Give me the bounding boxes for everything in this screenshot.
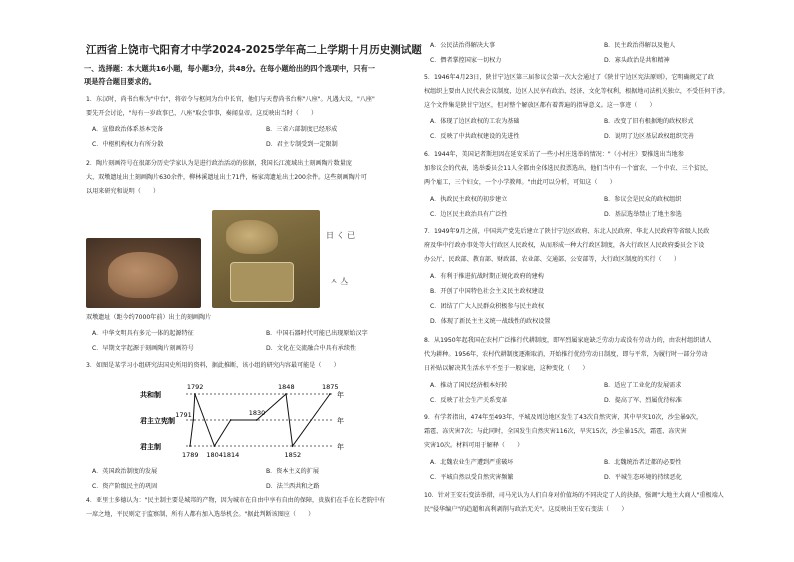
glyph-row: 日 く 已 (326, 231, 356, 240)
q9-line: 霜雹、冻灾害7次；与此同时，全国发生自然灾害116次，旱灾15次，沙尘暴15次，霜雹、冻灾害 (424, 428, 687, 435)
regime-point (230, 419, 232, 421)
y-category-label: 君主立宪制 (140, 417, 175, 425)
year-tick-label: 1804 (206, 451, 223, 459)
q3-option-d[interactable]: D．法兰西共和之路 (266, 483, 320, 490)
q7-option-b[interactable]: B．开创了中国特色社会主义民主政权建设 (430, 288, 544, 295)
q2-option-c[interactable]: C．早期文字起源于刻画陶片刻画符号 (92, 345, 194, 352)
q8-option-a[interactable]: A．推动了国民经济根本好转 (430, 382, 508, 389)
y-category-label: 君主制 (140, 443, 161, 451)
q1-option-d[interactable]: D．君主专制受到一定限制 (266, 141, 338, 148)
year-tick-label: 1875 (322, 383, 339, 391)
q5-option-a[interactable]: A．体现了边区政权的工农为基础 (430, 118, 520, 125)
q4-option-b[interactable]: B．民主政治得解以及他人 (604, 42, 676, 49)
q3-line: 3．如图是某学习小组研究法国史所用的资料，据此推断，该小组的研究内容最可能是（ ） (86, 362, 340, 369)
left-column (78, 0, 450, 562)
regime-point (189, 445, 191, 447)
q1-line: 要先开会讨论，"每有一岁政事已，八座"取会事事，奏闻皇帝。这反映出当时（ ） (86, 110, 318, 117)
q6-option-d[interactable]: D．基层选举禁止了地主参选 (604, 211, 682, 218)
year-tick-label: 1848 (278, 383, 295, 391)
q2-line: 2．陶片刻画符号在很部分历史学家认为是进行政治活动的依据，我国长江流域出土刻画陶片数量庞 (86, 160, 352, 167)
q4-option-d[interactable]: D．寡头政治是共和精神 (604, 57, 670, 64)
q5-line: 这个文件集是陕甘宁边区，但对整个解放区都有着普遍的指导意义。这一事迹（ ） (424, 102, 656, 109)
year-tick-label: 1789 (182, 451, 199, 459)
regime-point (329, 393, 331, 395)
q7-option-a[interactable]: A．有利于推进抗战时期正规化政府的建构 (430, 273, 544, 280)
q1-line: 1．东汉时，尚书台称为"中台"，将帝令与枢问为台中长官，他们与天曹尚书台称"八座"。凡遇大议，"八座" (86, 96, 375, 103)
regime-chart (140, 382, 344, 462)
q2-line: 大，双墩遗址出土刻画陶片630余件，柳林溪遗址出土71件，杨家湾遗址出土200余件。这些刻画陶片可 (86, 174, 367, 181)
carved-symbols (320, 210, 370, 308)
regime-point (214, 445, 216, 447)
q7-line: 7．1949年9月之前，中国共产党先后建立了陕甘宁边区政府、东北人民政府、华北人民政府等省级人民政 (424, 228, 710, 235)
q8-line: 8．从1950年起我国在农村广泛推行代耕制度，即军烈属家庭缺乏劳动力或没有劳动力的，由农村组织请人 (424, 337, 712, 344)
q3-option-b[interactable]: B．资本主义的扩展 (266, 468, 319, 475)
q9-option-a[interactable]: A．北魏农业生产遭到严重破坏 (430, 459, 514, 466)
q5-option-d[interactable]: D．说明了边区基层政权组织完善 (604, 133, 695, 140)
q7-line: 府及华中行政办事处等大行政区人民政权，从而形成一种大行政区制度，各大行政区人民政府委员会下设 (424, 242, 705, 249)
engraved-shard-photo (212, 210, 320, 308)
year-suffix-label: 年 (337, 391, 344, 399)
glyph-row: ㅅ 亼 (330, 277, 349, 286)
q6-line: 6．1944年，美国记者斯坦因在延安采访了一些小村庄选举的情况："（小村庄）要推选出当地参 (424, 151, 684, 158)
year-suffix-label: 年 (337, 417, 344, 425)
year-tick-label: 1792 (186, 383, 204, 391)
q2-option-a[interactable]: A．中华文明具有多元一体的起源特征 (92, 330, 194, 337)
q6-option-a[interactable]: A．执政民主政权的初步建立 (430, 196, 508, 203)
q7-option-c[interactable]: C．团结了广大人民群众积极参与民主政权 (430, 303, 544, 310)
q5-option-b[interactable]: B．改变了旧有根据地的政权形式 (604, 118, 694, 125)
year-tick-label: 1830 (248, 409, 266, 417)
year-suffix-label: 年 (337, 443, 344, 451)
q6-line: 加参议会的代表，选举委员会11人全都由全体选民投票选出，他们当中有一个富农、一个中农、三个贫民， (424, 165, 713, 172)
q10-line: 10．针对王安石变法举措，司马光认为人们自身对价值场的不同决定了人的抉择，强调"大地主大商人"重极端人 (424, 492, 724, 499)
q4-option-c[interactable]: C．僭者掌控国家一切权力 (430, 57, 502, 64)
q9-line: 灾害10次。材料可用于解释（ ） (424, 442, 524, 449)
q4-line: 4．亚里士多德认为："民主制主要是城邦的产物，因为城市在自由中享有自由的保障，贵族们在手在长老院中有 (86, 497, 386, 504)
regime-point (194, 393, 196, 395)
regime-point (192, 419, 194, 421)
year-tick-label: 1814 (222, 451, 240, 459)
q7-line: 办公厅、民政部、教育部、财政部、农业部、交通部、公安部等，大行政区制度的实行（ ） (424, 256, 680, 263)
q8-line: 代为耕种。1956年，农村代耕制度逐渐取消，开始推行优待劳动日制度，即与平常，为履行时一部分劳动 (424, 351, 708, 358)
q4-option-a[interactable]: A．公民法治得解决大事 (430, 42, 496, 49)
q5-line: 5．1946年4月23日，陕甘宁边区第三届参议会第一次大会通过了《陕甘宁边区宪法原则》，它明确规定了政 (424, 74, 714, 81)
section-heading: 一、选择题：本大题共16小题，每小题3分，共48分。在每小题给出的四个选项中，只有一 (84, 64, 375, 73)
section-heading-cont: 项是符合题目要求的。 (84, 77, 156, 86)
q9-line: 9．有学者指出，474年至493年，平城及周边地区发生了43次自然灾害，其中旱灾10次，沙尘暴9次， (424, 414, 703, 421)
right-column (416, 0, 788, 562)
q2-option-b[interactable]: B．中国石器时代可能已出现原始汉字 (266, 330, 368, 337)
q5-line: 权组织上要由人民代表会议制度，边区人民享有政治、经济、文化等权利，根据地司法机关独立，不受任何干涉。 (424, 88, 729, 95)
q7-option-d[interactable]: D．体现了新民主主义统一战线性的政权设置 (430, 318, 551, 325)
q2-line: 以用来研究和说明（ ） (86, 188, 160, 195)
pottery-shard-photo (86, 238, 201, 308)
q8-option-c[interactable]: C．反映了社会生产关系变革 (430, 397, 508, 404)
q6-option-b[interactable]: B．参议会是民众的政权组织 (604, 196, 682, 203)
q2-option-d[interactable]: D．文化在交流融合中具有承续性 (266, 345, 357, 352)
year-tick-label: 1852 (284, 451, 302, 459)
regime-point (256, 419, 258, 421)
q8-option-b[interactable]: B．适应了工业化的发展需求 (604, 382, 682, 389)
q5-option-c[interactable]: C．反映了中共政权建设的先进性 (430, 133, 520, 140)
q4-line: 一席之地，平民则定于监察制，所有人都有加入选举机会。"据此判断该图应（ ） (86, 511, 315, 518)
q8-option-d[interactable]: D．提高了军、烈属优待标准 (604, 397, 682, 404)
q8-line: 日补贴以解决其生活水平不至于一般家庭，这种变化（ ） (424, 365, 589, 372)
y-category-label: 共和制 (140, 391, 161, 399)
q1-option-c[interactable]: C．中枢机构权力有所分散 (92, 141, 164, 148)
q3-option-c[interactable]: C．资产阶级民主的巩固 (92, 483, 158, 490)
q6-option-c[interactable]: C．边区民主政治具有广泛性 (430, 211, 508, 218)
q1-option-a[interactable]: A．宣僚政治体系基本完备 (92, 126, 164, 133)
regime-point (292, 445, 294, 447)
q6-line: 两个雇工，三个妇女，一个小学教师。"由此可以分析，可知这（ ） (424, 179, 616, 186)
page-title: 江西省上饶市弋阳育才中学2024-2025学年高二上学期十月历史测试题 (86, 44, 422, 56)
year-tick-label: 1791 (175, 411, 192, 419)
q9-option-c[interactable]: C．平城自然以受自然灾害频繁 (430, 474, 514, 481)
q9-option-d[interactable]: D．平城生态环境的持续恶化 (604, 474, 682, 481)
figure-caption: 双墩遗址（距今约7000年前）出土的刻画陶片 (86, 314, 212, 321)
q1-option-b[interactable]: B．三省六部制度已经形成 (266, 126, 338, 133)
q9-option-b[interactable]: B．北魏统治者迁都的必要性 (604, 459, 682, 466)
q3-option-a[interactable]: A．英国政治制度的发展 (92, 468, 158, 475)
regime-point (285, 393, 287, 395)
q10-line: 民"侵华编户"的趋超和高利剥削与政治无关"。这反映出王安石变法（ ） (424, 506, 628, 513)
